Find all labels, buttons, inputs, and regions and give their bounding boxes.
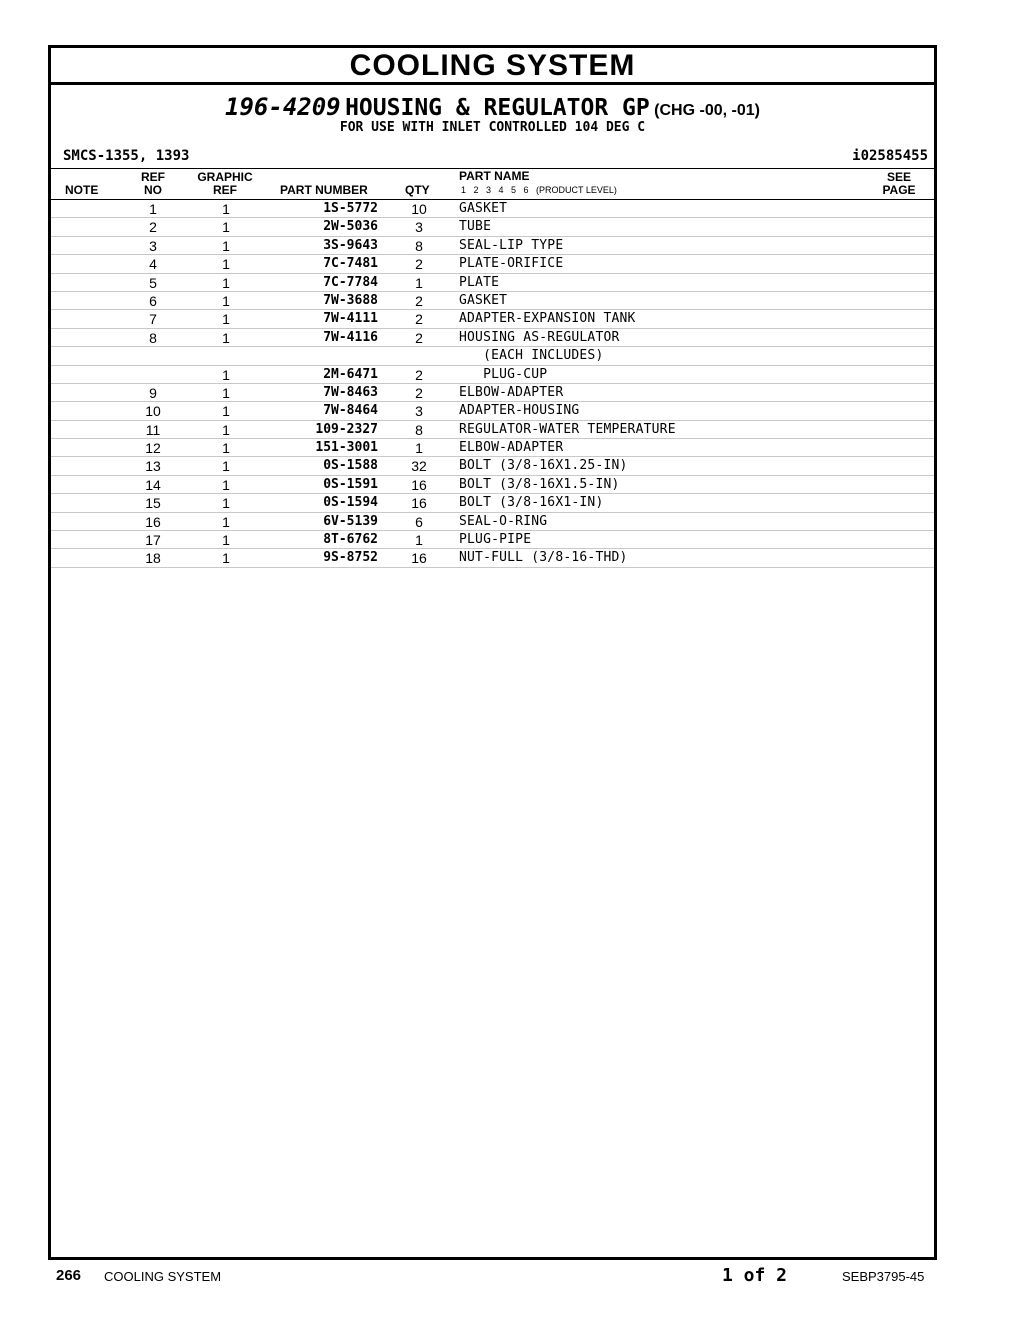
col-ref-2: NO [144, 183, 162, 197]
part-name-cell: GASKET [459, 201, 508, 216]
qty-cell: 16 [411, 550, 427, 567]
table-row [51, 421, 934, 439]
table-row [51, 494, 934, 512]
ref-no-cell: 6 [149, 292, 157, 309]
part-number-cell: 151-3001 [315, 440, 378, 456]
col-qty: QTY [405, 183, 430, 197]
part-number-cell: 0S-1594 [323, 495, 378, 511]
graphic-ref-cell: 1 [222, 421, 230, 438]
part-number-cell: 7C-7784 [323, 274, 378, 290]
part-number-cell: 1S-5772 [323, 201, 378, 216]
part-name-cell: BOLT (3/8-16X1-IN) [459, 495, 604, 511]
graphic-ref-cell: 1 [222, 274, 230, 291]
qty-cell: 32 [411, 458, 427, 475]
col-ref-1: REF [141, 170, 165, 184]
part-number-cell: 7W-4111 [323, 311, 378, 327]
part-name-cell: ELBOW-ADAPTER [459, 384, 564, 400]
table-row [51, 457, 934, 475]
graphic-ref-cell: 1 [222, 237, 230, 254]
group-change: (CHG -00, -01) [654, 102, 760, 119]
graphic-ref-cell: 1 [222, 495, 230, 512]
qty-cell: 6 [415, 513, 423, 530]
part-number-cell: 3S-9643 [323, 237, 378, 253]
part-number-cell: 9S-8752 [323, 550, 378, 566]
table-row [51, 439, 934, 457]
part-name-cell: TUBE [459, 219, 492, 235]
ref-no-cell: 15 [145, 495, 161, 512]
footer-page-of: 1 of 2 [722, 1265, 788, 1286]
part-number-cell: 2M-6471 [323, 366, 378, 382]
col-part-number: PART NUMBER [280, 183, 368, 197]
graphic-ref-cell: 1 [222, 458, 230, 475]
ref-no-cell: 2 [149, 219, 157, 236]
part-name-cell: SEAL-O-RING [459, 513, 548, 529]
group-number: 196-4209 [225, 93, 341, 121]
col-note: NOTE [65, 183, 99, 197]
graphic-ref-cell: 1 [222, 476, 230, 493]
col-part-name: PART NAME [459, 169, 530, 183]
qty-cell: 3 [415, 219, 423, 236]
footer-page-number: 266 [56, 1267, 82, 1284]
group-subtitle: FOR USE WITH INLET CONTROLLED 104 DEG C [339, 120, 646, 135]
qty-cell: 16 [411, 495, 427, 512]
ref-no-cell: 3 [149, 237, 157, 254]
qty-cell: 3 [415, 403, 423, 420]
ref-no-cell: 11 [145, 421, 161, 438]
table-row [51, 274, 934, 292]
part-number-cell: 0S-1588 [323, 458, 378, 474]
qty-cell: 2 [415, 329, 423, 346]
footer-doc-id: SEBP3795-45 [842, 1269, 925, 1284]
table-row [51, 310, 934, 328]
col-see-2: PAGE [882, 183, 916, 197]
qty-cell: 16 [411, 476, 427, 493]
qty-cell: 2 [415, 366, 423, 383]
graphic-ref-cell: 1 [222, 550, 230, 567]
part-number-cell: 8T-6762 [323, 532, 378, 548]
table-row [51, 366, 934, 384]
part-name-cell: ADAPTER-HOUSING [459, 403, 580, 419]
graphic-ref-cell: 1 [222, 329, 230, 346]
qty-cell: 8 [415, 237, 423, 254]
part-name-cell: BOLT (3/8-16X1.5-IN) [459, 476, 620, 492]
ref-no-cell: 12 [145, 440, 161, 457]
qty-cell: 2 [415, 311, 423, 328]
footer-section: COOLING SYSTEM [104, 1269, 222, 1284]
graphic-ref-cell: 1 [222, 311, 230, 328]
table-row [51, 531, 934, 549]
table-row [51, 513, 934, 531]
qty-cell: 8 [415, 421, 423, 438]
col-product-levels: 1 2 3 4 5 6 (PRODUCT LEVEL) [461, 185, 617, 195]
page-footer [0, 1265, 1020, 1289]
ref-no-cell: 10 [145, 403, 161, 420]
graphic-ref-cell: 1 [222, 532, 230, 549]
ref-no-cell: 17 [145, 532, 161, 549]
ref-no-cell: 9 [149, 384, 157, 401]
part-name-cell: GASKET [459, 292, 508, 308]
smcs-codes: SMCS-1355, 1393 [63, 148, 190, 164]
table-row [51, 255, 934, 273]
ref-no-cell: 1 [149, 201, 157, 217]
ref-no-cell: 18 [145, 550, 161, 567]
page-title: COOLING SYSTEM [51, 48, 934, 85]
graphic-ref-cell: 1 [222, 366, 230, 383]
qty-cell: 2 [415, 256, 423, 273]
qty-cell: 10 [411, 201, 427, 217]
table-row [51, 347, 934, 365]
group-name: HOUSING & REGULATOR GP [345, 95, 650, 121]
col-graphic-1: GRAPHIC [197, 170, 253, 184]
part-number-cell: 7W-3688 [323, 292, 378, 308]
parts-table [51, 200, 934, 568]
part-number-cell: 2W-5036 [323, 219, 378, 235]
part-number-cell: 7W-8463 [323, 384, 378, 400]
qty-cell: 2 [415, 292, 423, 309]
part-name-cell: PLATE [459, 274, 500, 290]
graphic-ref-cell: 1 [222, 256, 230, 273]
table-row [51, 384, 934, 402]
table-row [51, 549, 934, 567]
illustration-id: i02585455 [852, 148, 928, 164]
qty-cell: 1 [415, 274, 423, 291]
graphic-ref-cell: 1 [222, 219, 230, 236]
table-row [51, 402, 934, 420]
part-number-cell: 7W-8464 [323, 403, 378, 419]
table-row [51, 329, 934, 347]
table-row [51, 292, 934, 310]
ref-no-cell: 16 [145, 513, 161, 530]
part-name-cell: ELBOW-ADAPTER [459, 440, 564, 456]
part-number-cell: 6V-5139 [323, 513, 378, 529]
ref-no-cell: 7 [149, 311, 157, 328]
column-header [51, 168, 934, 200]
part-name-cell: SEAL-LIP TYPE [459, 237, 564, 253]
group-heading [51, 94, 934, 120]
part-name-cell: NUT-FULL (3/8-16-THD) [459, 550, 628, 566]
col-see-1: SEE [886, 170, 911, 184]
part-number-cell: 109-2327 [315, 421, 378, 437]
part-name-cell: BOLT (3/8-16X1.25-IN) [459, 458, 628, 474]
part-name-cell: PLUG-CUP [459, 366, 548, 382]
graphic-ref-cell: 1 [222, 384, 230, 401]
qty-cell: 2 [415, 384, 423, 401]
table-row [51, 476, 934, 494]
part-name-cell: (EACH INCLUDES) [459, 348, 604, 364]
ref-no-cell: 4 [149, 256, 157, 273]
graphic-ref-cell: 1 [222, 403, 230, 420]
part-name-cell: PLUG-PIPE [459, 532, 532, 548]
part-name-cell: ADAPTER-EXPANSION TANK [459, 311, 636, 327]
graphic-ref-cell: 1 [222, 292, 230, 309]
part-number-cell: 7W-4116 [323, 329, 378, 345]
part-name-cell: PLATE-ORIFICE [459, 256, 564, 272]
smcs-row [51, 146, 934, 168]
graphic-ref-cell: 1 [222, 201, 230, 217]
ref-no-cell: 13 [145, 458, 161, 475]
ref-no-cell: 5 [149, 274, 157, 291]
graphic-ref-cell: 1 [222, 513, 230, 530]
qty-cell: 1 [415, 532, 423, 549]
qty-cell: 1 [415, 440, 423, 457]
col-graphic-2: REF [213, 183, 237, 197]
table-row [51, 200, 934, 218]
part-name-cell: HOUSING AS-REGULATOR [459, 329, 620, 345]
part-name-cell: REGULATOR-WATER TEMPERATURE [459, 421, 676, 437]
document-frame [48, 45, 937, 1260]
table-row [51, 237, 934, 255]
ref-no-cell: 14 [145, 476, 161, 493]
ref-no-cell: 8 [149, 329, 157, 346]
table-row [51, 218, 934, 236]
part-number-cell: 0S-1591 [323, 476, 378, 492]
part-number-cell: 7C-7481 [323, 256, 378, 272]
graphic-ref-cell: 1 [222, 440, 230, 457]
